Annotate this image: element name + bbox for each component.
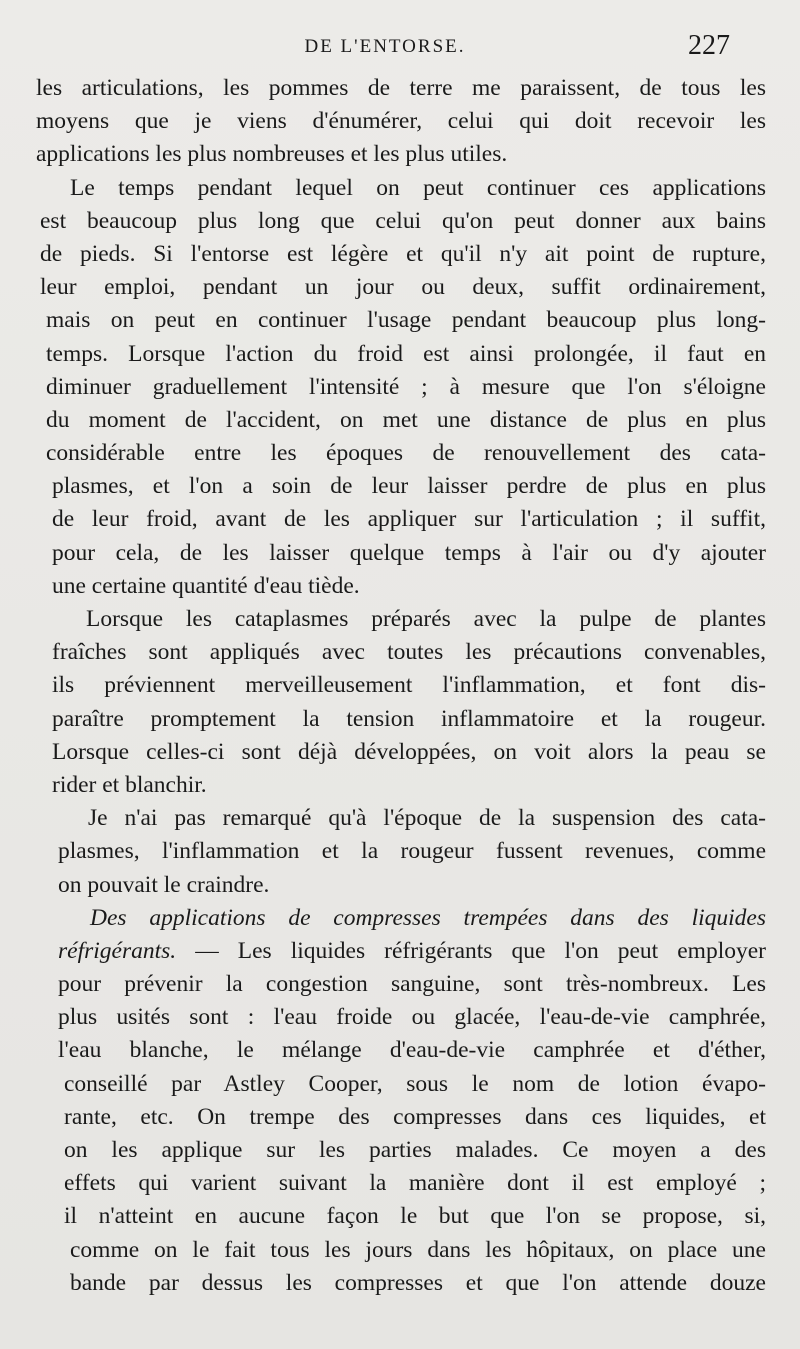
- section-heading-end: réfrigérants.: [58, 937, 177, 964]
- body-text: [36, 72, 766, 1300]
- text-line: les articulations, les pommes de terre me paraissent, de tous les: [36, 75, 766, 101]
- text-line: l'eau blanche, le mélange d'eau-de-vie camphrée et d'éther,: [58, 1037, 766, 1064]
- text-line: diminuer graduellement l'intensité ; à mesure que l'on s'éloigne: [46, 373, 766, 400]
- text-line: de pieds. Si l'entorse est légère et qu'il n'y ait point de rupture,: [40, 240, 766, 267]
- text-line: de leur froid, avant de les appliquer sur l'articulation ; il suffit,: [52, 506, 766, 533]
- text-line: plasmes, et l'on a soin de leur laisser perdre de plus en plus: [52, 473, 766, 500]
- text-line: applications les plus nombreuses et les plus utiles.: [36, 141, 508, 168]
- text-line: conseillé par Astley Cooper, sous le nom de lotion évapo-: [64, 1070, 766, 1097]
- text-line: du moment de l'accident, on met une distance de plus en plus: [46, 406, 766, 433]
- text-line: pour prévenir la congestion sanguine, sont très-nombreux. Les: [58, 971, 766, 998]
- text-line: considérable entre les époques de renouvellement des cata-: [46, 440, 766, 467]
- paragraph-start-line: Le temps pendant lequel on peut continuer ces applications: [70, 174, 766, 201]
- paragraph-start-line: Je n'ai pas remarqué qu'à l'époque de la suspension des cata-: [88, 805, 766, 832]
- text-line: une certaine quantité d'eau tiède.: [52, 572, 360, 599]
- text-line: [36, 935, 766, 968]
- text-line: est beaucoup plus long que celui qu'on peut donner aux bains: [40, 207, 766, 234]
- paragraph-start-line: Lorsque les cataplasmes préparés avec la pulpe de plantes: [86, 606, 766, 632]
- text-line: bande par dessus les compresses et que l'on attende douze: [70, 1269, 766, 1296]
- page-header: [40, 30, 730, 70]
- text-line: fraîches sont appliqués avec toutes les précautions convenables,: [52, 639, 766, 666]
- text-line: on les applique sur les parties malades. Ce moyen a des: [64, 1137, 766, 1163]
- text-line: plus usités sont : l'eau froide ou glacée, l'eau-de-vie camphrée,: [58, 1004, 766, 1031]
- text-line: moyens que je viens d'énumérer, celui qui doit recevoir les: [36, 108, 766, 135]
- text-line: rider et blanchir.: [52, 771, 207, 798]
- text-line: mais on peut en continuer l'usage pendant beaucoup plus long-: [46, 307, 766, 334]
- running-title: DE L'ENTORSE.: [304, 36, 466, 57]
- text-line: paraître promptement la tension inflammatoire et la rougeur.: [52, 705, 766, 732]
- text-line: plasmes, l'inflammation et la rougeur fussent revenues, comme: [58, 838, 766, 865]
- text-continuation: — Les liquides réfrigérants que l'on peut employer: [176, 937, 766, 964]
- page-number: 227: [688, 30, 730, 61]
- text-line: il n'atteint en aucune façon le but que l'on se propose, si,: [64, 1203, 766, 1230]
- text-line: rante, etc. On trempe des compresses dans ces liquides, et: [64, 1103, 766, 1130]
- text-line: comme on le fait tous les jours dans les hôpitaux, on place une: [70, 1236, 766, 1263]
- section-heading-line: Des applications de compresses trempées dans des liquides: [90, 904, 766, 931]
- text-line: Lorsque celles-ci sont déjà développées, on voit alors la peau se: [52, 738, 766, 765]
- text-line: temps. Lorsque l'action du froid est ainsi prolongée, il faut en: [46, 340, 766, 367]
- text-line: pour cela, de les laisser quelque temps à l'air ou d'y ajouter: [52, 539, 766, 566]
- text-line: effets qui varient suivant la manière dont il est employé ;: [64, 1170, 766, 1197]
- text-line: leur emploi, pendant un jour ou deux, suffit ordinairement,: [40, 274, 766, 301]
- text-line: on pouvait le craindre.: [58, 871, 270, 898]
- text-line: ils préviennent merveilleusement l'inflammation, et font dis-: [52, 672, 766, 699]
